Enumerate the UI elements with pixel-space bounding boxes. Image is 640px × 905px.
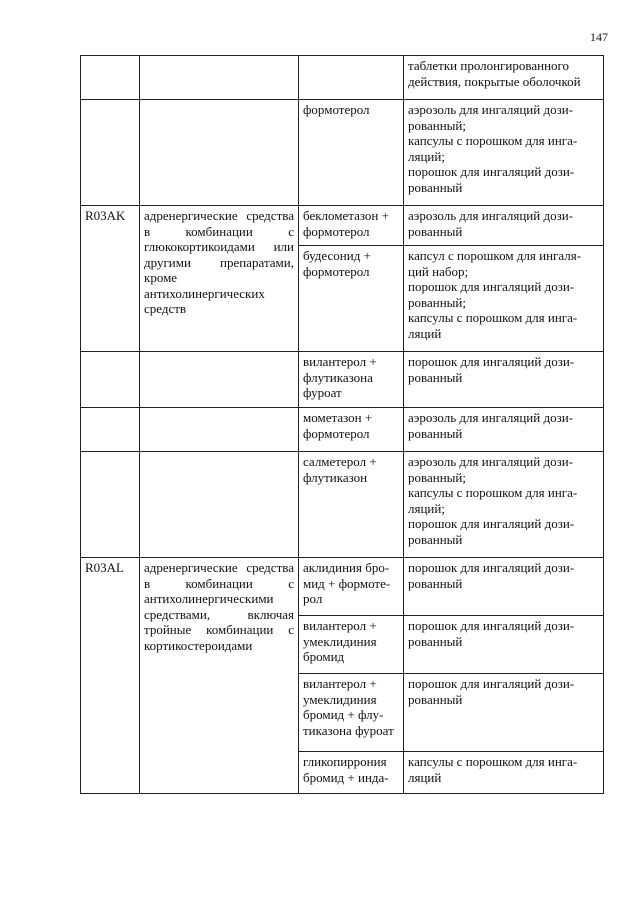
group-cell xyxy=(140,100,299,206)
substance-cell: мометазон + формотерол xyxy=(299,408,404,452)
substance-cell: будесонид + формотерол xyxy=(299,246,404,352)
table-row xyxy=(81,408,604,452)
atc-code-cell xyxy=(81,408,140,452)
dosage-form-cell: аэрозоль для ингаляций дози- рованный xyxy=(404,408,604,452)
group-cell xyxy=(140,408,299,452)
atc-code-cell xyxy=(81,56,140,100)
dosage-form-cell: порошок для ингаляций дози- рованный xyxy=(404,616,604,674)
dosage-form-cell: порошок для ингаляций дози- рованный xyxy=(404,674,604,752)
atc-code-cell: R03AL xyxy=(81,558,140,794)
table-row xyxy=(81,352,604,408)
substance-cell xyxy=(299,56,404,100)
atc-drug-table xyxy=(80,55,604,794)
substance-cell: гликопиррония бромид + инда- xyxy=(299,752,404,794)
table-row xyxy=(81,100,604,206)
substance-cell: аклидиния бро- мид + формоте- рол xyxy=(299,558,404,616)
table-row xyxy=(81,206,604,246)
dosage-form-cell: порошок для ингаляций дози- рованный xyxy=(404,352,604,408)
dosage-form-cell: порошок для ингаляций дози- рованный xyxy=(404,558,604,616)
atc-code-cell xyxy=(81,352,140,408)
table-row xyxy=(81,558,604,616)
table-row xyxy=(81,452,604,558)
table-row xyxy=(81,56,604,100)
page-number: 147 xyxy=(590,30,608,44)
group-cell xyxy=(140,56,299,100)
dosage-form-cell: аэрозоль для ингаляций дози- рованный; капсулы с порошком для инга- ляций; порошок для ингаляций дози- рованный xyxy=(404,100,604,206)
atc-code-cell: R03AK xyxy=(81,206,140,352)
dosage-form-cell: капсул с порошком для ингаля- ций набор; порошок для ингаляций дози- рованный; капсулы с порошком для инга- ляций xyxy=(404,246,604,352)
substance-cell: вилантерол + умеклидиния бромид + флу- тиказона фуроат xyxy=(299,674,404,752)
dosage-form-cell: аэрозоль для ингаляций дози- рованный; капсулы с порошком для инга- ляций; порошок для ингаляций дози- рованный xyxy=(404,452,604,558)
substance-cell: формотерол xyxy=(299,100,404,206)
group-cell xyxy=(140,452,299,558)
group-cell: адренергические средства в комбинации с антихолинергическими средствами, включая тройные комбинации с кортикостероидами xyxy=(140,558,299,794)
substance-cell: беклометазон + формотерол xyxy=(299,206,404,246)
group-cell: адренергические средства в комбинации с глюкокортикоидами или другими препаратами, кроме антихолинергических средств xyxy=(140,206,299,352)
substance-cell: салметерол + флутиказон xyxy=(299,452,404,558)
dosage-form-cell: таблетки пролонгированного действия, покрытые оболочкой xyxy=(404,56,604,100)
atc-code-cell xyxy=(81,452,140,558)
dosage-form-cell: аэрозоль для ингаляций дози- рованный xyxy=(404,206,604,246)
substance-cell: вилантерол + умеклидиния бромид xyxy=(299,616,404,674)
substance-cell: вилантерол + флутиказона фуроат xyxy=(299,352,404,408)
group-cell xyxy=(140,352,299,408)
atc-code-cell xyxy=(81,100,140,206)
dosage-form-cell: капсулы с порошком для инга- ляций xyxy=(404,752,604,794)
